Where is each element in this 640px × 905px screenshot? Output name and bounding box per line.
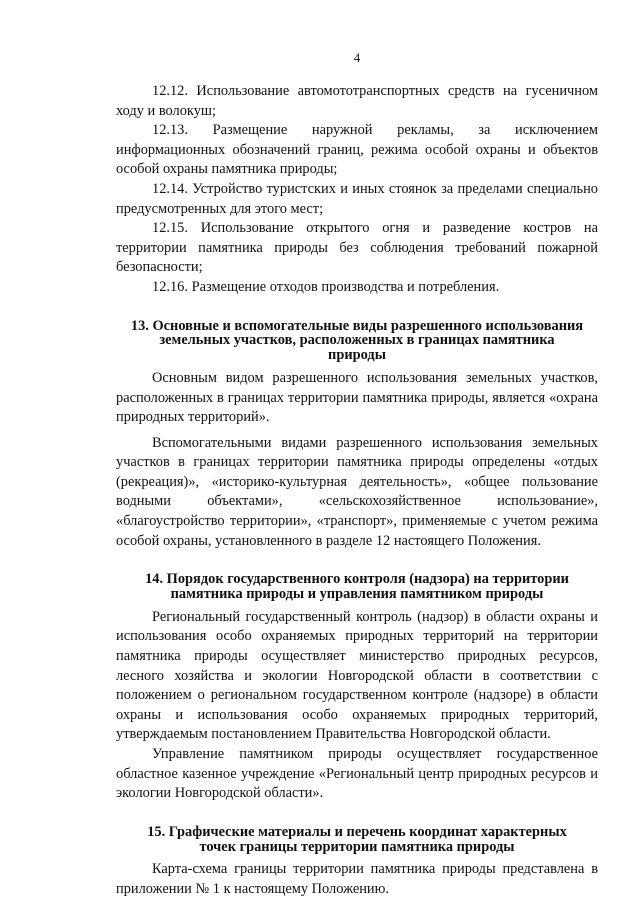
- section-13-heading: [116, 319, 598, 363]
- list-item-12-15: 12.15. Использование открытого огня и разведение костров на территории памятника природы без соблюдения требований пожарной безопасности;: [116, 220, 598, 276]
- section-13-paragraph: Вспомогательными видами разрешенного использования земельных участков в границах территории памятника природы определены «отдых (рекреация)», «историко-культурная деятельность», «общее пользование водными объектами», «сельскохозяйственное использование», «благоустройство территории», «транспорт», применяемые с учетом режима особой охраны, установленного в разделе 12 настоящего Положения.: [116, 434, 598, 549]
- section-15-heading: [116, 825, 598, 855]
- section-15-heading-line: точек границы территории памятника природы: [199, 838, 515, 855]
- section-14-heading: [116, 572, 598, 602]
- section-15-heading-line: 15. Графические материалы и перечень координат характерных: [147, 823, 567, 840]
- section-13-heading-line: земельных участков, расположенных в границах памятника: [159, 332, 555, 349]
- section-15-paragraph: Карта-схема границы территории памятника природы представлена в приложении № 1 к настоящему Положению.: [116, 861, 598, 897]
- section-14-paragraph: Региональный государственный контроль (надзор) в области охраны и использования особо охраняемых природных территорий на территории памятника природы осуществляет министерство природных ресурсов, лесного хозяйства и экологии Новгородской области в соответствии с положением о региональном государственном контроле (надзоре) в области охраны и использования особо охраняемых природных территорий, утверждаемым постановлением Правительства Новгородской области.: [116, 608, 598, 743]
- section-14-heading-line: 14. Порядок государственного контроля (надзора) на территории: [145, 571, 569, 588]
- section-13-heading-line: 13. Основные и вспомогательные виды разрешенного использования: [130, 317, 584, 334]
- section-14-paragraph: Управление памятником природы осуществляет государственное областное казенное учреждение «Региональный центр природных ресурсов и экологии Новгородской области».: [116, 746, 598, 802]
- section-13-paragraph: Основным видом разрешенного использования земельных участков, расположенных в границах территории памятника природы, является «охрана природных территорий».: [116, 369, 598, 426]
- page-number: 4: [353, 50, 361, 65]
- document-body: [116, 82, 598, 900]
- list-item-12-12: 12.12. Использование автомототранспортных средств на гусеничном ходу и волокуш;: [116, 83, 598, 119]
- list-item-12-16: 12.16. Размещение отходов производства и потребления.: [152, 278, 500, 295]
- section-13-heading-line: природы: [328, 347, 386, 364]
- list-item-12-14: 12.14. Устройство туристских и иных стоянок за пределами специально предусмотренных для этого мест;: [116, 180, 598, 217]
- list-item-12-13: 12.13. Размещение наружной рекламы, за исключением информационных обозначений границ, режима особой охраны и объектов особой охраны памятника природы;: [116, 122, 598, 178]
- section-14-heading-line: памятника природы и управления памятником природы: [170, 586, 544, 603]
